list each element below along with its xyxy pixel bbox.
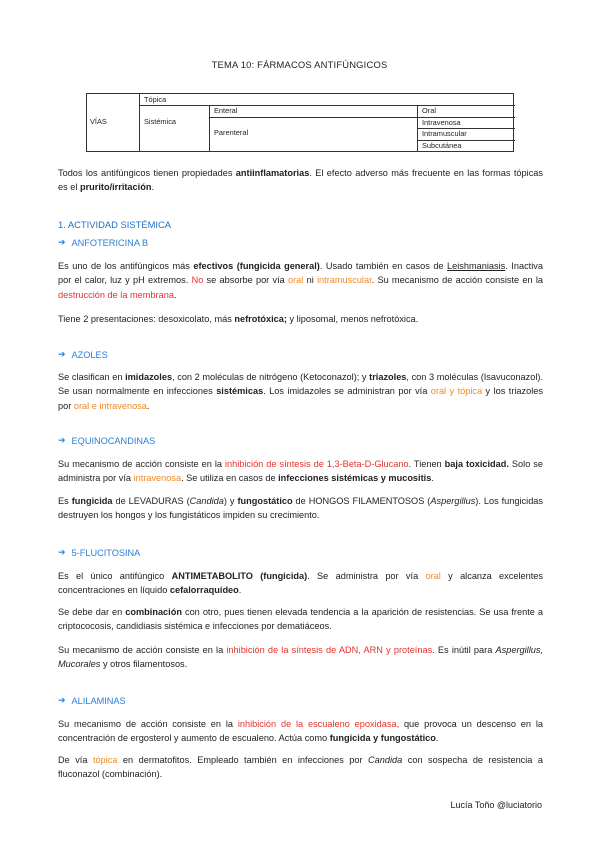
arrow-right-icon: ➔ [58, 435, 66, 446]
table-cell-oral: Oral [422, 106, 436, 115]
anfotericina-paragraph-1: Es uno de los antifúngicos más efectivos (fungicida general). Usado también en casos de Leishmaniasis. Inactiva por el calor, luz y pH extremos. No se absorbe por vía oral ni intramuscular. Su mecanismo de acción consiste en la destrucción de la membrana. [58, 261, 544, 300]
arrow-right-icon: ➔ [58, 547, 66, 558]
table-cell-sistemica: Sistémica [144, 117, 177, 126]
alilaminas-paragraph-1: Su mecanismo de acción consiste en la inhibición de la escualeno epoxidasa, que provoca un descenso en la concentración de ergosterol y aumento de escualeno. Actúa como fungicida y fungostático. [58, 719, 543, 744]
equinocandinas-paragraph-1: Su mecanismo de acción consiste en la inhibición de síntesis de 1,3-Beta-D-Glucano. Tienen baja toxicidad. Solo se administra por vía intravenosa. Se utiliza en casos de infecciones sistémicas y mucositis. [58, 459, 544, 484]
subheading-equinocandinas: ➔ EQUINOCANDINAS [58, 434, 155, 448]
table-cell-intravenosa: Intravenosa [422, 118, 461, 127]
equinocandinas-paragraph-2: Es fungicida de LEVADURAS (Candida) y fungostático de HONGOS FILAMENTOSOS (Aspergillus). Los fungicidas destruyen los hongos y los fungistáticos impiden su crecimiento. [58, 496, 544, 521]
section-heading-actividad-sistemica: 1. ACTIVIDAD SISTÉMICA [58, 219, 172, 230]
flucitosina-paragraph-2: Se debe dar en combinación con otro, pues tienen elevada tendencia a la aparición de resistencias. Se usa frente a criptococosis, candidiasis sistémica e infecciones por dematiáceos. [58, 607, 543, 632]
routes-table [86, 93, 514, 152]
flucitosina-paragraph-3: Su mecanismo de acción consiste en la inhibición de la síntesis de ADN, ARN y proteínas. Es inútil para Aspergillus, Mucorales y otros filamentosos. [58, 645, 543, 670]
table-cell-enteral: Enteral [214, 106, 238, 115]
page-title: TEMA 10: FÁRMACOS ANTIFÚNGICOS [211, 59, 388, 70]
table-cell-topica: Tópica [144, 95, 167, 104]
alilaminas-paragraph-2: De vía tópica en dermatofitos. Empleado también en infecciones por Candida con sospecha de resistencia a fluconazol (combinación). [58, 755, 543, 780]
table-cell-intramuscular: Intramuscular [422, 129, 467, 138]
subheading-flucitosina: ➔ 5-FLUCITOSINA [58, 546, 140, 560]
arrow-right-icon: ➔ [58, 237, 66, 248]
intro-paragraph: Todos los antifúngicos tienen propiedades antiinflamatorias. El efecto adverso más frecuente en las formas tópicas es el prurito/irritación. [58, 168, 543, 193]
arrow-right-icon: ➔ [58, 349, 66, 360]
subheading-azoles: ➔ AZOLES [58, 348, 108, 362]
table-cell-parenteral: Parenteral [214, 128, 249, 137]
arrow-right-icon: ➔ [58, 695, 66, 706]
anfotericina-paragraph-2: Tiene 2 presentaciones: desoxicolato, más nefrotóxica; y liposomal, menos nefrotóxica. [58, 314, 419, 324]
subheading-alilaminas: ➔ ALILAMINAS [58, 694, 126, 708]
table-cell-subcutanea: Subcutánea [422, 141, 462, 150]
flucitosina-paragraph-1: Es el único antifúngico ANTIMETABOLITO (fungicida). Se administra por vía oral y alcanza excelentes concentraciones en líquido cefalorraquídeo. [58, 571, 543, 596]
subheading-anfotericina: ➔ ANFOTERICINA B [58, 236, 148, 250]
author-signature: Lucía Toño @luciatorio [450, 800, 542, 810]
table-cell-vias: VÍAS [90, 117, 107, 126]
azoles-paragraph: Se clasifican en imidazoles, con 2 moléculas de nitrógeno (Ketoconazol); y triazoles, con 3 moléculas (Isavuconazol). Se usan normalmente en infecciones sistémicas. Los imidazoles se administran por vía oral y tópica y los triazoles por oral e intravenosa. [58, 372, 543, 411]
